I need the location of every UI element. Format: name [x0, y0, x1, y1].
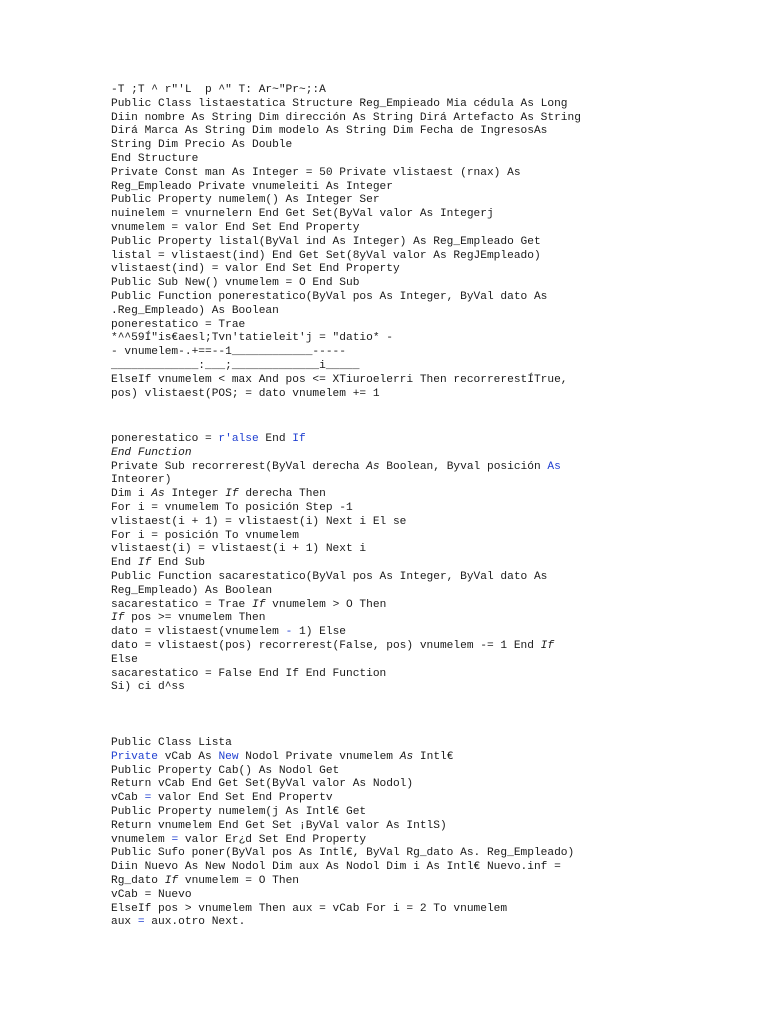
code-line	[111, 640, 751, 654]
code-line	[111, 98, 751, 112]
code-line	[111, 236, 751, 250]
code-line	[111, 765, 751, 779]
code-segment: =	[171, 833, 179, 846]
code-segment: _____________:___;_____________i_____	[111, 359, 360, 372]
code-line	[111, 208, 751, 222]
code-line	[111, 834, 751, 848]
code-segment: If	[292, 433, 306, 445]
code-segment: Reg_Empleado Private vnumeleiti As Integer	[111, 180, 393, 193]
code-segment: aux	[111, 916, 138, 929]
code-segment: String Dim Precio As Double	[111, 139, 293, 152]
code-segment: New	[218, 750, 239, 763]
code-line	[111, 167, 751, 181]
code-line	[111, 847, 751, 861]
code-line	[111, 681, 751, 695]
code-segment: End	[258, 433, 293, 445]
code-line	[111, 374, 751, 388]
code-segment: -	[285, 626, 293, 639]
code-segment: Public Property numelem() As Integer Ser	[111, 194, 380, 207]
code-line	[111, 181, 751, 195]
code-line	[111, 903, 751, 917]
code-segment: sacarestatico = Trae	[111, 598, 252, 611]
code-segment: Diin Nuevo As New Nodol Dim aux As Nodol Dim i As Intl€ Nuevo.inf =	[111, 861, 561, 874]
code-segment: Private Sub recorrerest(ByVal derecha	[111, 460, 367, 473]
code-block-listaestatica	[111, 84, 751, 401]
code-line	[111, 751, 751, 765]
code-segment: Public Property numelem(j As Intl€ Get	[111, 805, 367, 818]
code-segment: vnumelem	[111, 833, 172, 846]
code-segment: vlistaest(i + 1) = vlistaest(i) Next i El se	[111, 515, 407, 528]
code-segment: Private	[111, 750, 158, 763]
code-line	[111, 916, 751, 930]
code-segment: Public Class Lista	[111, 737, 232, 749]
code-segment: End Structure	[111, 152, 199, 165]
code-line	[111, 461, 751, 475]
code-line	[111, 194, 751, 208]
code-line	[111, 861, 751, 875]
code-line	[111, 599, 751, 613]
code-line	[111, 447, 751, 461]
code-line	[111, 668, 751, 682]
code-segment: As	[547, 460, 561, 473]
code-segment: Dim i	[111, 488, 152, 501]
code-line	[111, 222, 751, 236]
code-segment: listal = vlistaest(ind) End Get Set(8yVal valor As RegJEmpleado)	[111, 249, 541, 262]
code-segment: If	[137, 557, 152, 570]
code-segment: =	[144, 792, 152, 805]
code-segment: Diin nombre As String Dim dirección As String Dirá Artefacto As String	[111, 111, 581, 124]
code-segment: =	[137, 916, 145, 929]
code-line	[111, 585, 751, 599]
code-segment: End Sub	[151, 557, 206, 570]
code-segment: dato = vlistaest(vnumelem	[111, 626, 286, 639]
code-segment: ElseIf pos > vnumelem Then aux = vCab For i = 2 To vnumelem	[111, 902, 508, 915]
code-segment: Public Property Cab() As Nodol Get	[111, 764, 340, 777]
code-line	[111, 305, 751, 319]
code-line	[111, 139, 751, 153]
code-segment: Inteorer)	[111, 474, 172, 487]
code-segment: Public Function sacarestatico(ByVal pos As Integer, ByVal dato As	[111, 570, 548, 583]
code-line	[111, 346, 751, 360]
code-line	[111, 820, 751, 834]
code-segment: For i = vnumelem To posición Step -1	[111, 501, 353, 514]
code-segment: Public Sub New() vnumelem = O End Sub	[111, 277, 360, 290]
code-segment: vCab As	[158, 750, 219, 763]
code-line	[111, 502, 751, 516]
code-segment: .Reg_Empleado) As Boolean	[111, 304, 279, 317]
code-segment: Return vnumelem End Get Set ¡ByVal valor As IntlS)	[111, 819, 447, 832]
code-segment: If	[225, 488, 239, 501]
code-line	[111, 737, 751, 751]
code-line	[111, 250, 751, 264]
code-segment: ponerestatico =	[111, 433, 219, 445]
code-segment: pos) vlistaest(POS; = dato vnumelem += 1	[111, 387, 380, 400]
code-line	[111, 571, 751, 585]
code-segment: Public Function ponerestatico(ByVal pos As Integer, ByVal dato As	[111, 290, 548, 303]
code-segment: Public Sufo poner(ByVal pos As Intl€, ByVal Rg_dato As. Reg_Empleado)	[111, 847, 575, 860]
code-segment: Si) ci d^ss	[111, 681, 185, 694]
code-line	[111, 792, 751, 806]
code-segment: Rg_dato	[111, 874, 165, 887]
code-segment: 1) Else	[292, 626, 346, 639]
code-line	[111, 277, 751, 291]
code-segment: End	[111, 557, 138, 570]
code-segment: vCab	[111, 792, 145, 805]
code-segment: Public Property listal(ByVal ind As Integer) As Reg_Empleado Get	[111, 235, 541, 248]
code-line	[111, 125, 751, 139]
code-segment: -T ;T ^ r"'L p ^" T: Ar~"Pr~;:A	[111, 84, 326, 96]
code-line	[111, 319, 751, 333]
code-segment: vnumelem > O Then	[265, 598, 387, 611]
code-segment: Nodol Private vnumelem	[238, 750, 400, 763]
code-segment: nuinelem = vnurnelern End Get Set(ByVal valor As Integerj	[111, 208, 494, 221]
code-segment: sacarestatico = False End If End Function	[111, 667, 387, 680]
code-line	[111, 488, 751, 502]
code-segment: If	[540, 639, 555, 652]
code-line	[111, 557, 751, 571]
code-segment: aux.otro Next.	[144, 916, 246, 929]
code-line	[111, 153, 751, 167]
code-segment: Private Const man As Integer = 50 Private vlistaest (rnax) As	[111, 166, 521, 179]
code-line	[111, 543, 751, 557]
code-line	[111, 612, 751, 626]
code-segment: Boolean, Byval posición	[379, 460, 548, 473]
code-line	[111, 112, 751, 126]
code-segment: vlistaest(i) = vlistaest(i + 1) Next i	[111, 543, 367, 556]
code-segment: Else	[111, 653, 138, 666]
code-segment: For i = posición To vnumelem	[111, 529, 299, 542]
code-line	[111, 84, 751, 98]
code-block-lista	[111, 737, 751, 930]
code-line	[111, 778, 751, 792]
code-segment: End Function	[111, 446, 192, 459]
code-segment: Reg_Empleado) As Boolean	[111, 584, 273, 597]
code-segment: Dirá Marca As String Dim modelo As String Dim Fecha de IngresosAs	[111, 125, 548, 138]
code-segment: Public Class listaestatica Structure Reg_Empieado Mia cédula As Long	[111, 97, 568, 110]
code-segment: pos >= vnumelem Then	[124, 612, 266, 625]
code-line	[111, 433, 751, 447]
code-line	[111, 626, 751, 640]
code-block-recorrerest	[111, 433, 751, 695]
code-line	[111, 263, 751, 277]
code-segment: valor End Set End Propertv	[151, 792, 333, 805]
code-segment: As	[366, 460, 380, 473]
code-segment: vCab = Nuevo	[111, 888, 192, 901]
code-line	[111, 530, 751, 544]
code-line	[111, 291, 751, 305]
code-line	[111, 875, 751, 889]
code-segment: As	[151, 488, 165, 501]
code-segment: Return vCab End Get Set(ByVal valor As Nodol)	[111, 778, 414, 791]
code-line	[111, 889, 751, 903]
code-segment: vlistaest(ind) = valor End Set End Property	[111, 263, 400, 276]
code-line	[111, 654, 751, 668]
code-segment: ponerestatico = Trae	[111, 318, 246, 331]
code-segment: vnumelem = valor End Set End Property	[111, 221, 360, 234]
code-line	[111, 388, 751, 402]
code-segment: vnumelem = O Then	[178, 874, 300, 887]
code-line	[111, 516, 751, 530]
code-segment: If	[111, 612, 125, 625]
code-segment: If	[164, 874, 179, 887]
code-line	[111, 360, 751, 374]
code-segment: valor Er¿d Set End Property	[178, 833, 367, 846]
code-segment: *^^59Í"is€aesl;Tvn'tatieleit'j = "datio* -	[111, 332, 393, 345]
code-segment: ElseIf vnumelem < max And pos <= XTiuroelerri Then recorrerestÍTrue,	[111, 373, 568, 386]
code-segment: Integer	[164, 488, 226, 501]
code-segment: Intl€	[413, 750, 454, 763]
code-segment: dato = vlistaest(pos) recorrerest(False, pos) vnumelem -= 1 End	[111, 639, 541, 652]
code-segment: As	[399, 750, 414, 763]
code-line	[111, 474, 751, 488]
code-segment: derecha Then	[238, 488, 326, 501]
code-line	[111, 332, 751, 346]
code-segment: If	[252, 598, 266, 611]
code-line	[111, 806, 751, 820]
code-segment: - vnumelem-.+==--1____________-----	[111, 346, 346, 359]
code-segment: r'alse	[218, 433, 259, 445]
